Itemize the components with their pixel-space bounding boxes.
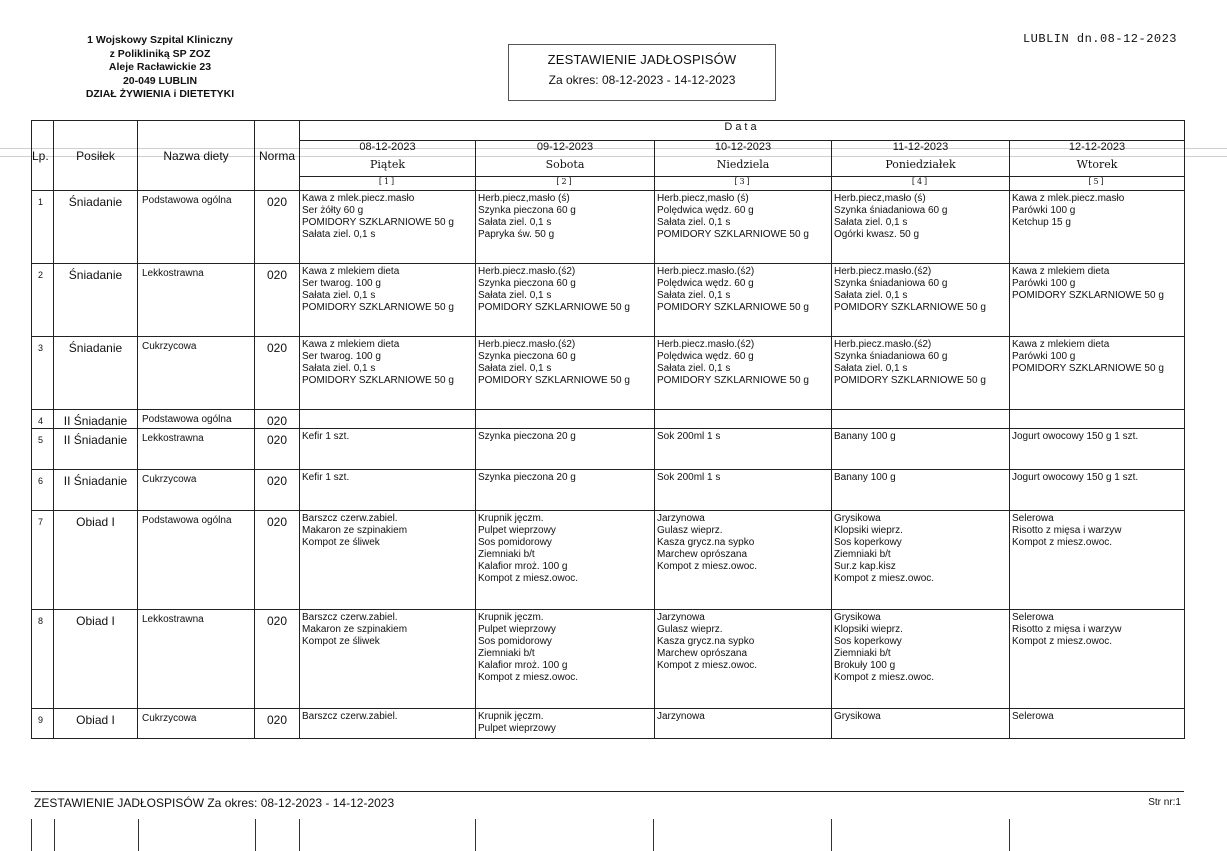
row-diet: Lekkostrawna: [138, 610, 255, 709]
dish-item: Sałata ziel. 0,1 s: [302, 290, 376, 301]
dish-item: Kompot z miesz.owoc.: [834, 672, 935, 683]
dish-item: Kawa z mlek.piecz.masło: [1012, 193, 1125, 204]
row-lp: 8: [32, 610, 54, 709]
page-title: ZESTAWIENIE JADŁOSPISÓW: [547, 52, 737, 67]
row-norm: 020: [255, 410, 300, 429]
dish-item: Sok 200ml 1 s: [657, 472, 721, 483]
table-row: [32, 191, 1185, 253]
dish-item: Pulpet wieprzowy: [478, 723, 556, 734]
menu-cell: [300, 410, 476, 429]
dish-item: Grysikowa: [834, 513, 881, 524]
dish-item: Jarzynowa: [657, 711, 705, 722]
dish-item: Polędwica wędz. 60 g: [657, 278, 754, 289]
table-row: [32, 410, 1185, 429]
dish-item: Papryka św. 50 g: [478, 229, 555, 240]
row-lp: 2: [32, 264, 54, 337]
dish-item: Kompot z miesz.owoc.: [657, 660, 758, 671]
dish-item: Kompot z miesz.owoc.: [1012, 537, 1113, 548]
dish-item: Herb.piecz.masło.(ś2): [478, 339, 576, 350]
day-number: [4]: [832, 177, 1010, 191]
hospital-line: 20-049 LUBLIN: [122, 74, 198, 87]
dish-item: Jarzynowa: [657, 612, 705, 623]
menu-cell: [300, 610, 476, 709]
row-lp: 9: [32, 709, 54, 739]
row-norm: 020: [255, 264, 300, 337]
dish-item: Jogurt owocowy 150 g 1 szt.: [1012, 472, 1139, 483]
dish-item: Grysikowa: [834, 711, 881, 722]
day-date: 12-12-2023: [1010, 141, 1185, 159]
dish-item: Sur.z kap.kisz: [834, 561, 896, 572]
dish-item: Barszcz czerw.zabiel.: [302, 612, 398, 623]
menu-cell: [1010, 610, 1185, 709]
menu-cell: [832, 470, 1010, 511]
menu-cell: [476, 191, 655, 264]
dish-item: Szynka pieczona 60 g: [478, 205, 576, 216]
data-caption: Data: [300, 121, 1185, 141]
col-header-lp: Lp.: [32, 121, 54, 191]
table-row: [32, 709, 1185, 739]
dish-item: Kompot ze śliwek: [302, 636, 380, 647]
menu-cell: [1010, 709, 1185, 739]
dish-item: POMIDORY SZKLARNIOWE 50 g: [657, 229, 809, 240]
dish-item: Szynka pieczona 60 g: [478, 351, 576, 362]
dish-item: Parówki 100 g: [1012, 351, 1076, 362]
row-diet: Cukrzycowa: [138, 337, 255, 410]
table-row: [32, 429, 1185, 470]
row-lp: 7: [32, 511, 54, 610]
dish-item: Sałata ziel. 0,1 s: [302, 229, 376, 240]
menu-cell: [476, 610, 655, 709]
dish-item: Ziemniaki b/t: [478, 648, 535, 659]
day-number: [3]: [655, 177, 832, 191]
dish-item: Makaron ze szpinakiem: [302, 624, 408, 635]
menu-cell: [476, 337, 655, 410]
menu-cell: [476, 709, 655, 739]
row-norm: 020: [255, 429, 300, 470]
dish-item: Sos koperkowy: [834, 537, 902, 548]
dish-item: Herb.piecz.masło.(ś2): [657, 339, 755, 350]
menu-cell: [655, 264, 832, 337]
dish-item: Kompot z miesz.owoc.: [478, 672, 579, 683]
city-date: LUBLIN dn.08-12-2023: [1022, 32, 1177, 46]
day-date: 08-12-2023: [300, 141, 476, 159]
dish-item: Herb.piecz.masło.(ś2): [657, 266, 755, 277]
footer-text: ZESTAWIENIE JADŁOSPISÓW Za okres: 08-12-2023 - 14-12-2023: [34, 796, 395, 810]
dish-item: Kalafior mroż. 100 g: [478, 561, 568, 572]
dish-item: Pulpet wieprzowy: [478, 525, 556, 536]
menu-cell: [476, 429, 655, 470]
dish-item: Barszcz czerw.zabiel.: [302, 513, 398, 524]
dish-item: Kawa z mlekiem dieta: [1012, 266, 1110, 277]
menu-cell: [832, 191, 1010, 264]
dish-item: Selerowa: [1012, 513, 1054, 524]
menu-cell: [1010, 511, 1185, 610]
menu-cell: [1010, 264, 1185, 337]
hospital-line: z Polikliniką SP ZOZ: [109, 47, 211, 60]
dish-item: Klopsiki wieprz.: [834, 525, 903, 536]
menu-cell: [300, 264, 476, 337]
dish-item: Risotto z mięsa i warzyw: [1012, 525, 1122, 536]
row-meal: II Śniadanie: [54, 410, 138, 429]
col-header-meal: Posiłek: [54, 121, 138, 191]
dish-item: Brokuły 100 g: [834, 660, 896, 671]
dish-item: Szynka śniadaniowa 60 g: [834, 351, 948, 362]
dish-item: Banany 100 g: [834, 431, 896, 442]
dish-item: Sałata ziel. 0,1 s: [657, 217, 731, 228]
dish-item: Parówki 100 g: [1012, 205, 1076, 216]
dish-item: Ser twarog. 100 g: [302, 351, 381, 362]
row-meal: Śniadanie: [54, 337, 138, 410]
day-number: [2]: [476, 177, 655, 191]
dish-item: Barszcz czerw.zabiel.: [302, 711, 398, 722]
dish-item: Herb.piecz.masło.(ś2): [478, 266, 576, 277]
table-row: [32, 610, 1185, 698]
dish-item: Kalafior mroż. 100 g: [478, 660, 568, 671]
row-meal: Śniadanie: [54, 191, 138, 264]
row-lp: 3: [32, 337, 54, 410]
page-number: Str nr:1: [1148, 797, 1181, 808]
row-diet: Lekkostrawna: [138, 264, 255, 337]
table-header: [32, 121, 1185, 191]
divider: [653, 819, 654, 851]
dish-item: Sos koperkowy: [834, 636, 902, 647]
dish-item: Sałata ziel. 0,1 s: [478, 217, 552, 228]
menu-cell: [655, 191, 832, 264]
day-weekday: Niedziela: [655, 158, 832, 177]
dish-item: Pulpet wieprzowy: [478, 624, 556, 635]
day-weekday: Sobota: [476, 158, 655, 177]
dish-item: Risotto z mięsa i warzyw: [1012, 624, 1122, 635]
row-lp: 5: [32, 429, 54, 470]
dish-item: POMIDORY SZKLARNIOWE 50 g: [302, 302, 454, 313]
menu-cell: [300, 191, 476, 264]
divider: [255, 819, 256, 851]
divider: [54, 819, 55, 851]
row-diet: Cukrzycowa: [138, 470, 255, 511]
row-norm: 020: [255, 191, 300, 264]
col-header-norm: Norma: [255, 121, 300, 191]
dish-item: Selerowa: [1012, 612, 1054, 623]
dish-item: Kompot z miesz.owoc.: [834, 573, 935, 584]
divider: [138, 819, 139, 851]
dish-item: Sałata ziel. 0,1 s: [478, 363, 552, 374]
dish-item: Marchew oprószana: [657, 648, 748, 659]
row-meal: Śniadanie: [54, 264, 138, 337]
dish-item: Jogurt owocowy 150 g 1 szt.: [1012, 431, 1139, 442]
row-norm: 020: [255, 709, 300, 739]
row-meal: II Śniadanie: [54, 470, 138, 511]
menu-cell: [476, 470, 655, 511]
table-row: [32, 337, 1185, 399]
dish-item: Polędwica wędz. 60 g: [657, 205, 754, 216]
row-diet: Podstawowa ogólna: [138, 191, 255, 264]
dish-item: Kompot ze śliwek: [302, 537, 380, 548]
title-box: [508, 44, 776, 101]
dish-item: POMIDORY SZKLARNIOWE 50 g: [302, 217, 454, 228]
dish-item: Ketchup 15 g: [1012, 217, 1071, 228]
dish-item: Sałata ziel. 0,1 s: [478, 290, 552, 301]
menu-cell: [655, 610, 832, 709]
menu-table: [31, 120, 1185, 739]
dish-item: Parówki 100 g: [1012, 278, 1076, 289]
row-norm: 020: [255, 511, 300, 610]
menu-cell: [655, 410, 832, 429]
dish-item: Makaron ze szpinakiem: [302, 525, 408, 536]
menu-cell: [832, 429, 1010, 470]
dish-item: Kasza grycz.na sypko: [657, 636, 755, 647]
dish-item: Polędwica wędz. 60 g: [657, 351, 754, 362]
menu-cell: [832, 511, 1010, 610]
dish-item: Jarzynowa: [657, 513, 705, 524]
menu-cell: [832, 410, 1010, 429]
menu-cell: [655, 709, 832, 739]
dish-item: POMIDORY SZKLARNIOWE 50 g: [478, 375, 630, 386]
divider: [831, 819, 832, 851]
hospital-address: [60, 34, 260, 102]
dish-item: Szynka śniadaniowa 60 g: [834, 205, 948, 216]
dish-item: Klopsiki wieprz.: [834, 624, 903, 635]
dish-item: Ziemniaki b/t: [478, 549, 535, 560]
row-meal: Obiad I: [54, 610, 138, 709]
dish-item: Krupnik jęczm.: [478, 711, 544, 722]
table-body: [32, 191, 1185, 739]
dish-item: Krupnik jęczm.: [478, 612, 544, 623]
dish-item: POMIDORY SZKLARNIOWE 50 g: [657, 375, 809, 386]
dish-item: Ziemniaki b/t: [834, 648, 891, 659]
dish-item: Sałata ziel. 0,1 s: [834, 290, 908, 301]
col-header-diet: Nazwa diety: [138, 121, 255, 191]
dish-item: Herb.piecz.masło.(ś2): [834, 266, 932, 277]
dish-item: Herb.piecz,masło (ś): [834, 193, 926, 204]
hospital-line: 1 Wojskowy Szpital Kliniczny: [87, 34, 233, 46]
dish-item: Kompot z miesz.owoc.: [478, 573, 579, 584]
dish-item: Szynka pieczona 20 g: [478, 472, 576, 483]
day-weekday: Wtorek: [1010, 158, 1185, 177]
divider: [1009, 819, 1010, 851]
hospital-line: DZIAŁ ŻYWIENIA i DIETETYKI: [85, 88, 235, 100]
menu-cell: [832, 709, 1010, 739]
menu-cell: [1010, 429, 1185, 470]
dish-item: Herb.piecz,masło (ś): [657, 193, 749, 204]
menu-cell: [655, 337, 832, 410]
dish-item: Ser twarog. 100 g: [302, 278, 381, 289]
dish-item: Szynka pieczona 20 g: [478, 431, 576, 442]
row-meal: Obiad I: [54, 709, 138, 739]
row-meal: Obiad I: [54, 511, 138, 610]
dish-item: Kompot z miesz.owoc.: [657, 561, 758, 572]
dish-item: Sałata ziel. 0,1 s: [302, 363, 376, 374]
dish-item: Sos pomidorowy: [478, 537, 552, 548]
divider: [31, 819, 32, 851]
menu-cell: [476, 410, 655, 429]
row-norm: 020: [255, 610, 300, 709]
table-row: [32, 470, 1185, 500]
dish-item: Kawa z mlek.piecz.masło: [302, 193, 415, 204]
menu-cell: [300, 337, 476, 410]
divider: [475, 819, 476, 851]
divider: [299, 819, 300, 851]
menu-cell: [832, 610, 1010, 709]
row-lp: 1: [32, 191, 54, 264]
menu-cell: [300, 429, 476, 470]
day-weekday: Poniedziałek: [832, 158, 1010, 177]
dish-item: Sałata ziel. 0,1 s: [834, 217, 908, 228]
dish-item: Gulasz wieprz.: [657, 525, 723, 536]
day-weekday: Piątek: [300, 158, 476, 177]
dish-item: Kasza grycz.na sypko: [657, 537, 755, 548]
menu-cell: [1010, 410, 1185, 429]
dish-item: Herb.piecz,masło (ś): [478, 193, 570, 204]
dish-item: Gulasz wieprz.: [657, 624, 723, 635]
dish-item: Ser żółty 60 g: [302, 205, 364, 216]
hospital-line: Aleje Racławickie 23: [108, 61, 212, 73]
menu-cell: [1010, 191, 1185, 264]
dish-item: POMIDORY SZKLARNIOWE 50 g: [834, 375, 986, 386]
menu-cell: [300, 470, 476, 511]
dish-item: Kefir 1 szt.: [302, 431, 350, 442]
dish-item: Sok 200ml 1 s: [657, 431, 721, 442]
row-diet: Podstawowa ogólna: [138, 511, 255, 610]
row-norm: 020: [255, 337, 300, 410]
dish-item: POMIDORY SZKLARNIOWE 50 g: [657, 302, 809, 313]
dish-item: POMIDORY SZKLARNIOWE 50 g: [302, 375, 454, 386]
row-norm: 020: [255, 470, 300, 511]
dish-item: Szynka śniadaniowa 60 g: [834, 278, 948, 289]
menu-cell: [655, 511, 832, 610]
menu-cell: [476, 511, 655, 610]
dish-item: Marchew oprószana: [657, 549, 748, 560]
table-row: [32, 264, 1185, 326]
row-lp: 4: [32, 410, 54, 429]
dish-item: Selerowa: [1012, 711, 1054, 722]
dish-item: Kawa z mlekiem dieta: [1012, 339, 1110, 350]
menu-cell: [832, 264, 1010, 337]
menu-cell: [655, 470, 832, 511]
dish-item: POMIDORY SZKLARNIOWE 50 g: [834, 302, 986, 313]
row-diet: Lekkostrawna: [138, 429, 255, 470]
menu-cell: [300, 511, 476, 610]
dish-item: Kompot z miesz.owoc.: [1012, 636, 1113, 647]
period-text: Za okres: 08-12-2023 - 14-12-2023: [548, 73, 736, 87]
dish-item: Sałata ziel. 0,1 s: [657, 363, 731, 374]
day-date: 11-12-2023: [832, 141, 1010, 159]
row-lp: 6: [32, 470, 54, 511]
dish-item: Kawa z mlekiem dieta: [302, 266, 400, 277]
dish-item: Sałata ziel. 0,1 s: [834, 363, 908, 374]
footer-divider: [31, 791, 1184, 792]
day-date: 09-12-2023: [476, 141, 655, 159]
dish-item: Banany 100 g: [834, 472, 896, 483]
dish-item: Ogórki kwasz. 50 g: [834, 229, 920, 240]
day-number: [1]: [300, 177, 476, 191]
menu-cell: [1010, 337, 1185, 410]
menu-cell: [300, 709, 476, 739]
dish-item: Herb.piecz.masło.(ś2): [834, 339, 932, 350]
dish-item: Sałata ziel. 0,1 s: [657, 290, 731, 301]
day-number: [5]: [1010, 177, 1185, 191]
dish-item: Ziemniaki b/t: [834, 549, 891, 560]
row-diet: Podstawowa ogólna: [138, 410, 255, 429]
day-date: 10-12-2023: [655, 141, 832, 159]
dish-item: Szynka pieczona 60 g: [478, 278, 576, 289]
table-row: [32, 511, 1185, 599]
menu-cell: [1010, 470, 1185, 511]
dish-item: POMIDORY SZKLARNIOWE 50 g: [1012, 290, 1164, 301]
dish-item: Kawa z mlekiem dieta: [302, 339, 400, 350]
dish-item: Krupnik jęczm.: [478, 513, 544, 524]
dish-item: Grysikowa: [834, 612, 881, 623]
dish-item: Kefir 1 szt.: [302, 472, 350, 483]
row-meal: II Śniadanie: [54, 429, 138, 470]
row-diet: Cukrzycowa: [138, 709, 255, 739]
menu-cell: [476, 264, 655, 337]
menu-cell: [832, 337, 1010, 410]
dish-item: POMIDORY SZKLARNIOWE 50 g: [1012, 363, 1164, 374]
menu-cell: [655, 429, 832, 470]
dish-item: Sos pomidorowy: [478, 636, 552, 647]
dish-item: POMIDORY SZKLARNIOWE 50 g: [478, 302, 630, 313]
